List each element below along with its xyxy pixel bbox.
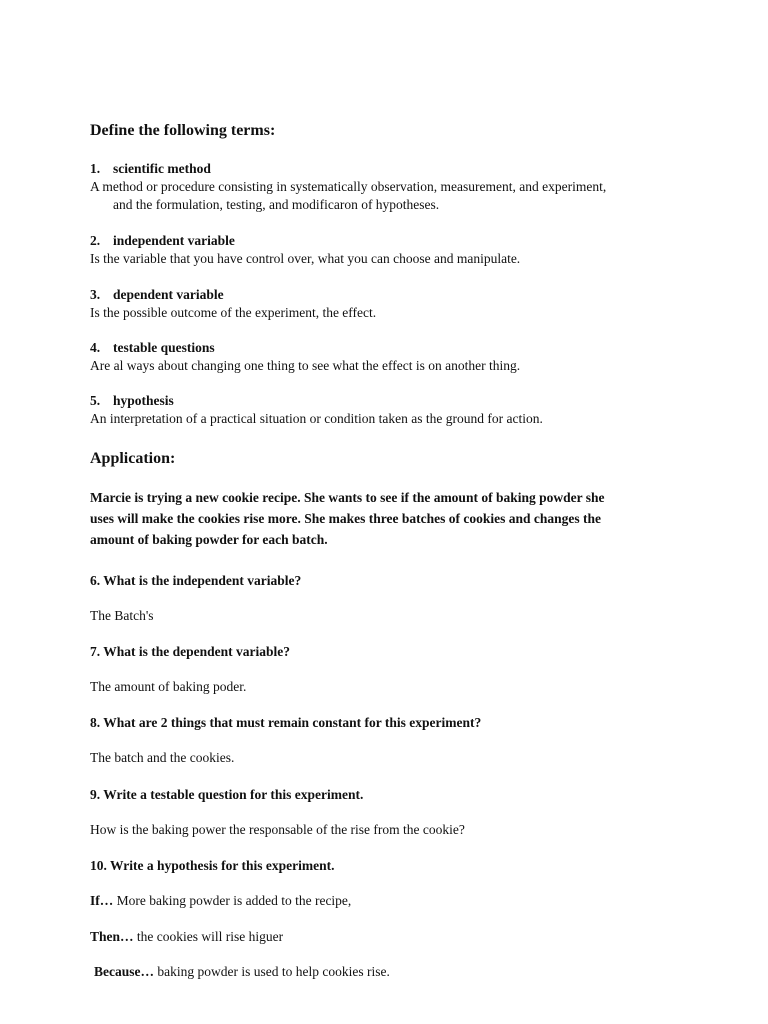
term-number: 5. bbox=[90, 393, 101, 408]
question-9: 9. Write a testable question for this experiment. bbox=[90, 787, 364, 802]
because-text: baking powder is used to help cookies rise. bbox=[154, 964, 390, 979]
then-label: Then… bbox=[90, 929, 134, 944]
question-10: 10. Write a hypothesis for this experiment. bbox=[90, 858, 335, 873]
if-label: If… bbox=[90, 893, 114, 908]
term-label: independent variable bbox=[113, 233, 235, 248]
definition-1-line1: A method or procedure consisting in systematically observation, measurement, and experiment, bbox=[90, 179, 607, 194]
hypothesis-if bbox=[90, 892, 351, 910]
term-number: 2. bbox=[90, 233, 101, 248]
term-number: 4. bbox=[90, 340, 101, 355]
answer-8: The batch and the cookies. bbox=[90, 750, 235, 765]
definition-2: Is the variable that you have control over, what you can choose and manipulate. bbox=[90, 251, 521, 266]
term-label: scientific method bbox=[113, 161, 211, 176]
term-2 bbox=[90, 232, 235, 250]
answer-6: The Batch's bbox=[90, 608, 154, 623]
term-4 bbox=[90, 339, 215, 357]
because-label: Because… bbox=[94, 964, 154, 979]
term-number: 1. bbox=[90, 161, 101, 176]
scenario-line-3: amount of baking powder for each batch. bbox=[90, 532, 328, 547]
term-label: hypothesis bbox=[113, 393, 174, 408]
scenario-line-2: uses will make the cookies rise more. She makes three batches of cookies and changes the bbox=[90, 511, 601, 526]
definition-3: Is the possible outcome of the experiment, the effect. bbox=[90, 305, 377, 320]
then-text: the cookies will rise higuer bbox=[133, 929, 284, 944]
if-text: More baking powder is added to the recipe, bbox=[113, 893, 352, 908]
hypothesis-then bbox=[90, 928, 283, 946]
term-label: dependent variable bbox=[113, 287, 224, 302]
question-7: 7. What is the dependent variable? bbox=[90, 644, 291, 659]
definition-5: An interpretation of a practical situation or condition taken as the ground for action. bbox=[90, 411, 543, 426]
application-heading: Application: bbox=[90, 450, 176, 467]
term-5 bbox=[90, 392, 174, 410]
question-6: 6. What is the independent variable? bbox=[90, 573, 302, 588]
definition-4: Are al ways about changing one thing to see what the effect is on another thing. bbox=[90, 358, 521, 373]
term-label: testable questions bbox=[113, 340, 215, 355]
scenario-line-1: Marcie is trying a new cookie recipe. She wants to see if the amount of baking powder she bbox=[90, 490, 605, 505]
hypothesis-because bbox=[94, 963, 390, 981]
answer-7: The amount of baking poder. bbox=[90, 679, 247, 694]
definition-1-line2: and the formulation, testing, and modificaron of hypotheses. bbox=[113, 197, 440, 212]
definitions-heading: Define the following terms: bbox=[90, 122, 276, 139]
question-8: 8. What are 2 things that must remain constant for this experiment? bbox=[90, 715, 482, 730]
answer-9: How is the baking power the responsable of the rise from the cookie? bbox=[90, 822, 465, 837]
term-number: 3. bbox=[90, 287, 101, 302]
term-3 bbox=[90, 286, 224, 304]
term-1 bbox=[90, 160, 211, 178]
